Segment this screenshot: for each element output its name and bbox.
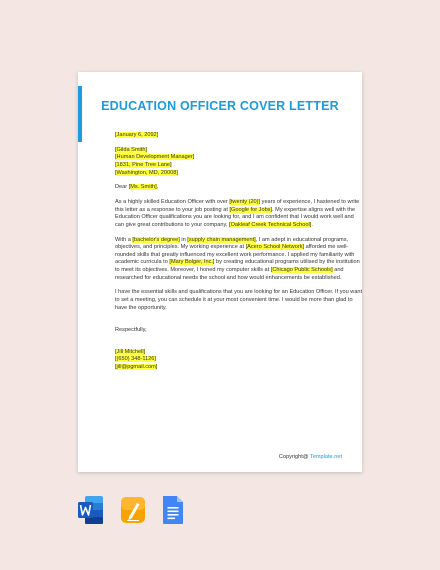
document-preview <box>78 72 362 472</box>
paragraph-1: As a highly skilled Education Officer with over [twenty (20)] years of experience, I hastened to write this letter as a response to your job posting at [Google for Jobs]. My expertise aligns well with the Education Officer qualifications you are looking for, and I am confident that I would work well and can give great contributions to your company, [Oakleaf Creek Technical School]. <box>115 199 360 228</box>
sender-email: [jill@pgmail.com] <box>115 363 158 370</box>
document-title: EDUCATION OFFICER COVER LETTER <box>101 99 339 113</box>
letter-date: [January 6, 2092] <box>115 132 159 138</box>
copyright-footer: Copyright@ Template.net <box>278 454 342 460</box>
closing: Respectfully, <box>115 326 147 333</box>
recipient-city: [Washington, MD, 20008] <box>115 169 178 176</box>
letter-body <box>115 132 363 371</box>
google-docs-icon[interactable] <box>160 494 186 526</box>
recipient-street: [1831, Pine Tree Lane] <box>115 161 172 168</box>
ms-word-icon[interactable] <box>78 494 104 526</box>
accent-bar <box>78 86 82 142</box>
sender-name: [Jill Mitchell] <box>115 348 146 355</box>
template-link[interactable]: Template.net <box>309 454 342 460</box>
paragraph-2: With a [bachelor's degree] in [supply chain management], I am adept in educational programs, objectives, and principles. My working experience at [Acero School Network] afforded me well- rounded skills that greatly influenced my excellent work performance. I applied my familiarity with academic curricula to [Mary Bolger, Inc.] by creating educational programs utilised by the institution to meet its objectives. Moreover, I honed my computer skills at [Chicago Public Schools] and researched for educational needs the school and how would enhancements be established. <box>115 236 360 281</box>
recipient-title: [Human Development Manager] <box>115 154 195 161</box>
recipient-name: [Gilda Smith] <box>115 146 148 153</box>
sender-phone: [(650) 348-1126] <box>115 356 156 363</box>
app-icons <box>78 494 188 526</box>
paragraph-3: I have the essential skills and qualifications that you are looking for an Education Officer. If you want to set a meeting, you can schedule it at your most convenient time. I would be more than glad to have the opportunity. <box>115 289 363 311</box>
apple-pages-icon[interactable] <box>120 494 146 526</box>
salutation: Dear [Ms. Smith], <box>115 184 159 191</box>
